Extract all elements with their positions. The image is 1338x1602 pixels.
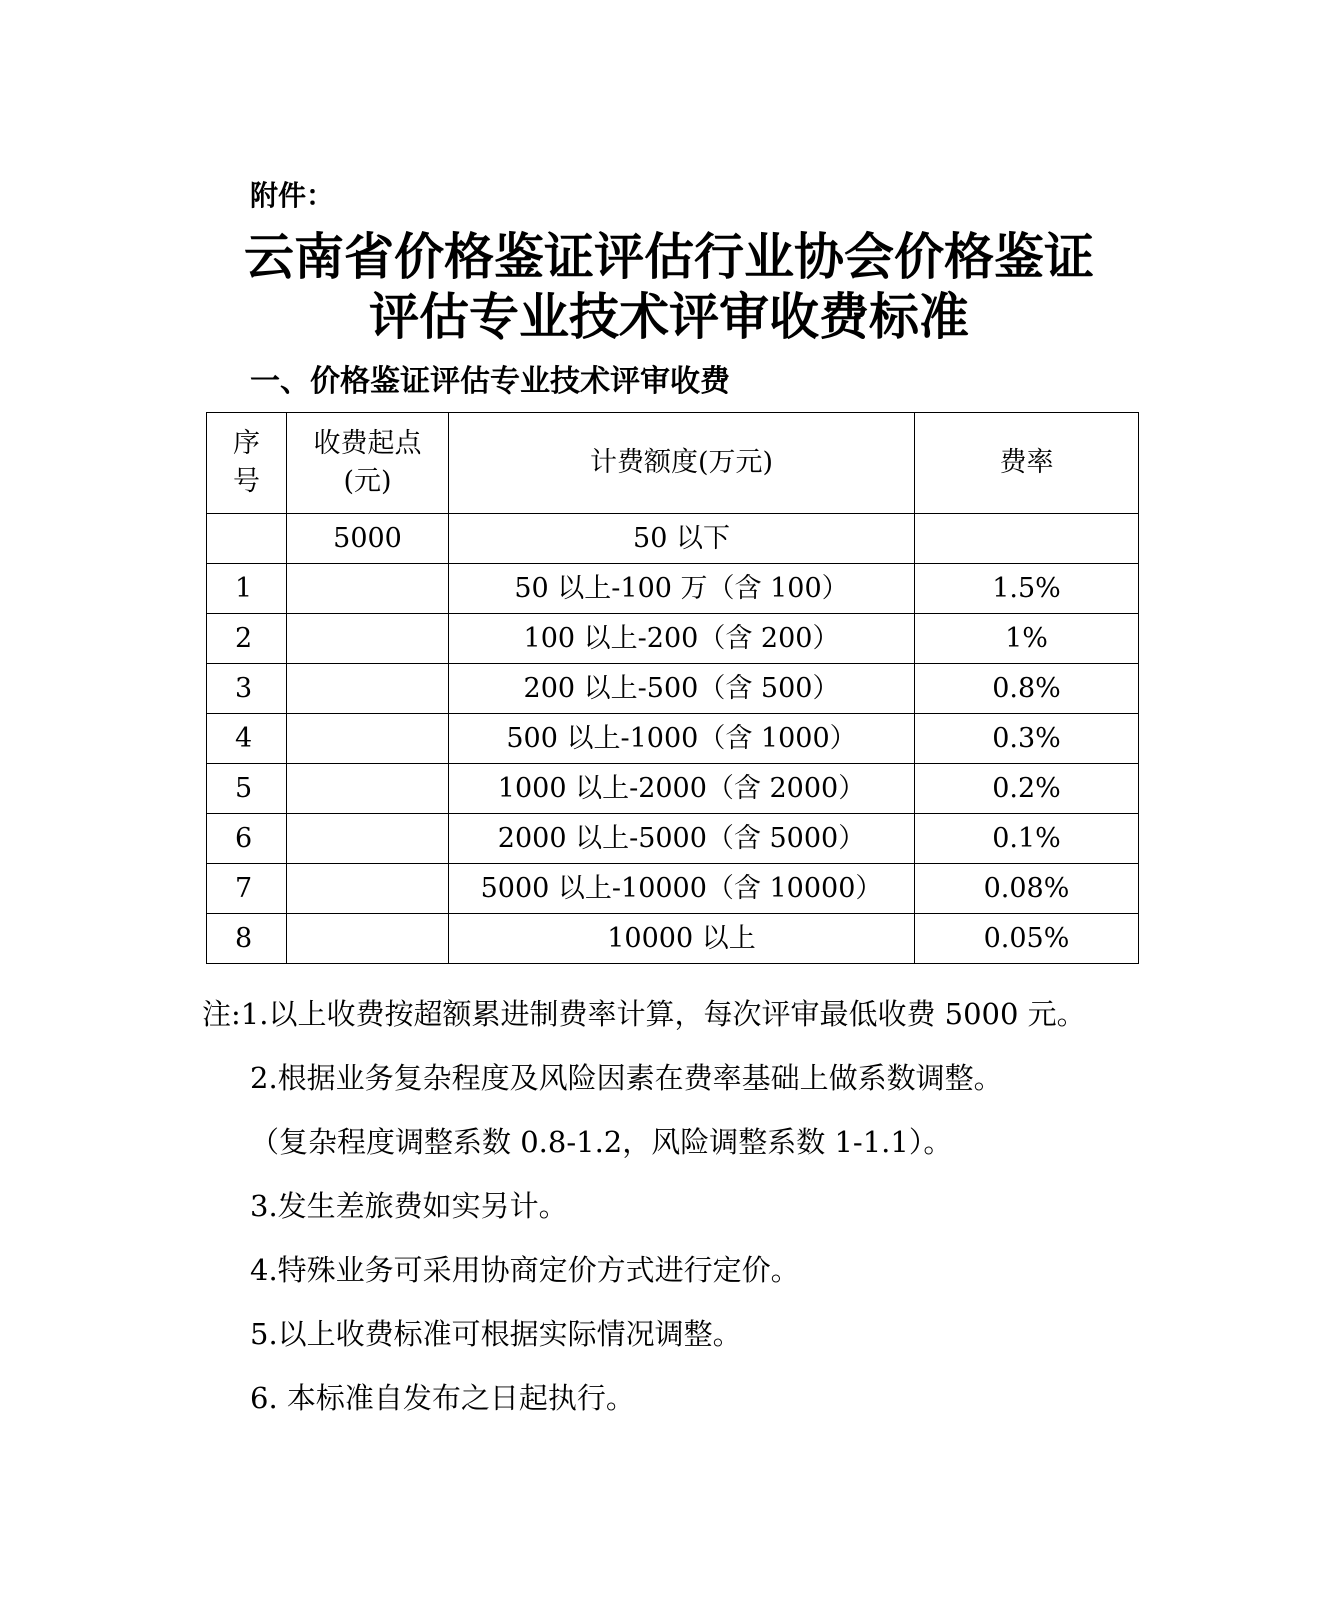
table-row	[207, 714, 1139, 764]
row-rate	[915, 514, 1139, 564]
row-index: 3	[207, 664, 287, 714]
row-index: 6	[207, 814, 287, 864]
note-2: 2.根据业务复杂程度及风险因素在费率基础上做系数调整。	[250, 1061, 1003, 1095]
row-start-fee	[287, 714, 449, 764]
row-index: 4	[207, 714, 287, 764]
table-row	[207, 514, 1139, 564]
header-index	[207, 413, 287, 514]
row-start-fee	[287, 914, 449, 964]
row-index	[207, 514, 287, 564]
row-rate: 0.3%	[915, 714, 1139, 764]
header-start-fee	[287, 413, 449, 514]
row-amount: 2000 以上-5000（含 5000）	[449, 814, 915, 864]
document-title-line-2: 评估专业技术评审收费标准	[369, 288, 969, 346]
row-index: 8	[207, 914, 287, 964]
row-start-fee	[287, 664, 449, 714]
fee-table	[206, 412, 1139, 964]
row-amount: 200 以上-500（含 500）	[449, 664, 915, 714]
table-row	[207, 764, 1139, 814]
row-amount: 500 以上-1000（含 1000）	[449, 714, 915, 764]
table-row	[207, 914, 1139, 964]
table-row	[207, 864, 1139, 914]
note-1: 注:1.以上收费按超额累进制费率计算，每次评审最低收费 5000 元。	[202, 997, 1086, 1031]
row-rate: 1%	[915, 614, 1139, 664]
table-row	[207, 664, 1139, 714]
row-rate: 0.1%	[915, 814, 1139, 864]
note-5: 5.以上收费标准可根据实际情况调整。	[250, 1317, 742, 1351]
row-start-fee	[287, 864, 449, 914]
row-rate: 0.08%	[915, 864, 1139, 914]
fee-table-header-row	[207, 413, 1139, 514]
row-index: 1	[207, 564, 287, 614]
row-amount: 1000 以上-2000（含 2000）	[449, 764, 915, 814]
row-amount: 10000 以上	[449, 914, 915, 964]
row-rate: 0.8%	[915, 664, 1139, 714]
row-index: 5	[207, 764, 287, 814]
row-start-fee	[287, 764, 449, 814]
header-rate: 费率	[915, 413, 1139, 514]
table-row	[207, 814, 1139, 864]
note-3: 3.发生差旅费如实另计。	[250, 1189, 568, 1223]
row-rate: 0.05%	[915, 914, 1139, 964]
header-amount: 计费额度(万元)	[449, 413, 915, 514]
document-title-line-1: 云南省价格鉴证评估行业协会价格鉴证	[244, 228, 1094, 286]
note-6: 6. 本标准自发布之日起执行。	[250, 1381, 635, 1415]
row-amount: 50 以上-100 万（含 100）	[449, 564, 915, 614]
row-start-fee	[287, 614, 449, 664]
row-start-fee: 5000	[287, 514, 449, 564]
section-heading: 一、价格鉴证评估专业技术评审收费	[250, 364, 730, 399]
header-index-line-2: 号	[233, 466, 260, 497]
table-row	[207, 614, 1139, 664]
attachment-label: 附件：	[250, 179, 335, 212]
note-2-detail: （复杂程度调整系数 0.8-1.2，风险调整系数 1-1.1）。	[250, 1125, 953, 1159]
note-4: 4.特殊业务可采用协商定价方式进行定价。	[250, 1253, 800, 1287]
row-amount: 50 以下	[449, 514, 915, 564]
row-amount: 100 以上-200（含 200）	[449, 614, 915, 664]
row-rate: 0.2%	[915, 764, 1139, 814]
row-index: 7	[207, 864, 287, 914]
row-start-fee	[287, 564, 449, 614]
row-index: 2	[207, 614, 287, 664]
row-amount: 5000 以上-10000（含 10000）	[449, 864, 915, 914]
header-start-line-2: (元)	[343, 466, 392, 497]
table-row	[207, 564, 1139, 614]
row-rate: 1.5%	[915, 564, 1139, 614]
row-start-fee	[287, 814, 449, 864]
header-index-line-1: 序	[233, 428, 260, 459]
header-start-line-1: 收费起点	[313, 428, 422, 459]
